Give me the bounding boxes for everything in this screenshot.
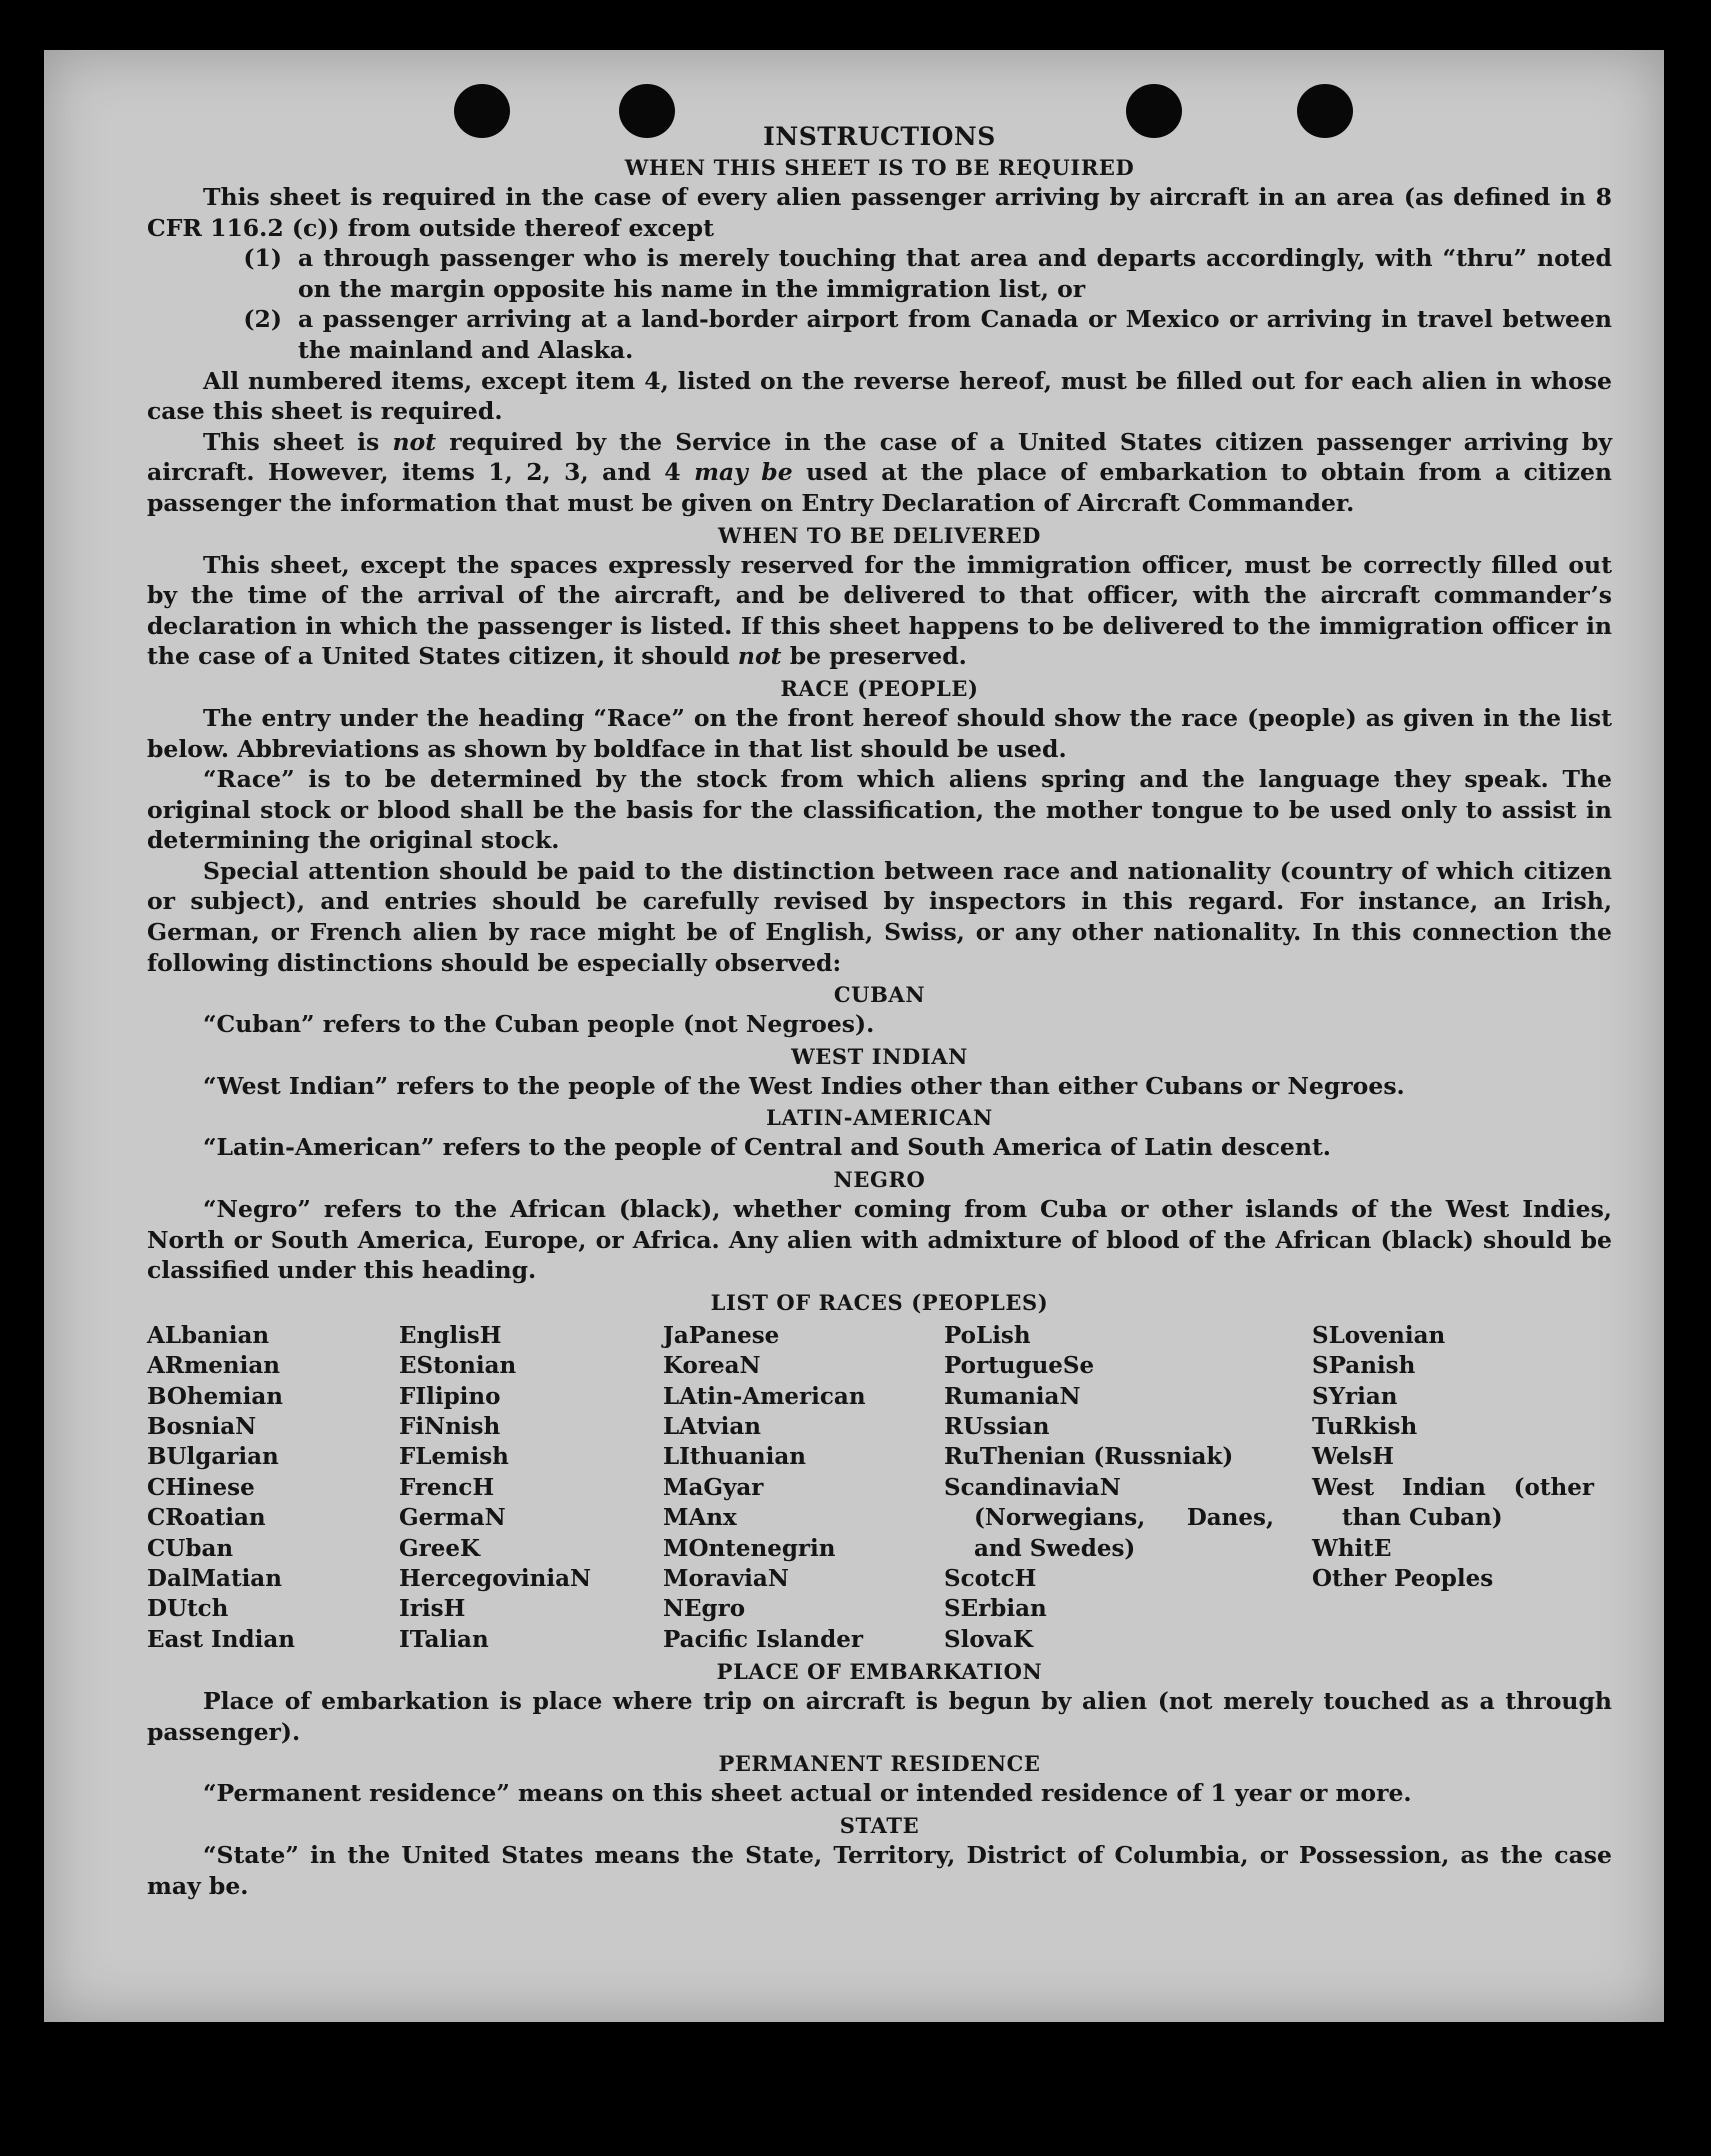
list-item: GermaN (399, 1504, 506, 1532)
list-item: ITalian (399, 1625, 489, 1653)
list-item: FiNnish (399, 1413, 501, 1441)
state-paragraph: “State” in the United States means the State, Territory, District of Columbia, or Possession, as the case may be. (147, 1841, 1612, 1900)
list-item: Other Peoples (1312, 1565, 1494, 1593)
list-item: PortugueSe (944, 1352, 1095, 1380)
list-item: MAnx (663, 1504, 737, 1532)
list-item: NEgro (663, 1595, 746, 1623)
list-item: BOhemian (147, 1382, 283, 1410)
list-item: RuThenian (Russniak) (944, 1443, 1234, 1471)
heading-state: STATE (839, 1813, 920, 1839)
list-item: LIthuanian (663, 1443, 806, 1471)
list-item: WhitE (1312, 1534, 1392, 1562)
list-item: SLovenian (1312, 1321, 1446, 1349)
list-item: MOntenegrin (663, 1534, 836, 1562)
embarkation-paragraph: Place of embarkation is place where trip on aircraft is begun by alien (not merely touched as a through passenger). (147, 1687, 1612, 1746)
list-item: East Indian (147, 1625, 295, 1653)
list-item: SYrian (1312, 1382, 1398, 1410)
list-item: SPanish (1312, 1352, 1416, 1380)
list-item: EStonian (399, 1352, 517, 1380)
list-item: Pacific Islander (663, 1625, 863, 1653)
list-item: FIlipino (399, 1382, 501, 1410)
negro-paragraph: “Negro” refers to the African (black), whether coming from Cuba or other islands of the West Indies, North or South America, Europe, or Africa. Any alien with admixture of blood of the African (black) should be classified under this heading. (147, 1195, 1612, 1285)
races-column-5 (1312, 1321, 1594, 1655)
heading-race: RACE (PEOPLE) (780, 675, 979, 701)
list-item: RUssian (944, 1413, 1050, 1441)
list-item: FLemish (399, 1443, 509, 1471)
races-column-3 (663, 1321, 944, 1655)
heading-negro: NEGRO (833, 1167, 926, 1193)
list-item: GreeK (399, 1534, 481, 1562)
list-item: MoraviaN (663, 1565, 789, 1593)
list-item: JaPanese (663, 1321, 780, 1349)
list-item: TuRkish (1312, 1413, 1418, 1441)
heading-list-of-races: LIST OF RACES (PEOPLES) (710, 1289, 1049, 1315)
list-item: CHinese (147, 1473, 255, 1501)
list-item: LAtin-American (663, 1382, 866, 1410)
list-item: ARmenian (147, 1352, 281, 1380)
list-item: RumaniaN (944, 1382, 1081, 1410)
list-item: BosniaN (147, 1413, 257, 1441)
heading-when-delivered: WHEN TO BE DELIVERED (717, 522, 1041, 548)
exception-item-2-number: (2) (243, 305, 282, 334)
list-item: DalMatian (147, 1565, 282, 1593)
latin-american-paragraph: “Latin-American” refers to the people of Central and South America of Latin descent. (203, 1133, 1331, 1162)
exception-item-1 (147, 243, 1612, 304)
list-item: PoLish (944, 1321, 1031, 1349)
instructions-content (147, 120, 1612, 1901)
list-item: CRoatian (147, 1504, 266, 1532)
heading-permanent-residence: PERMANENT RESIDENCE (718, 1751, 1041, 1777)
heading-place-of-embarkation: PLACE OF EMBARKATION (716, 1659, 1043, 1685)
exception-item-1-text: a through passenger who is merely touching that area and departs accordingly, with “thru” noted on the margin opposite his name in the immigration list, or (298, 244, 1612, 303)
cuban-paragraph: “Cuban” refers to the Cuban people (not Negroes). (203, 1010, 875, 1039)
list-item: KoreaN (663, 1352, 761, 1380)
exception-item-2-text: a passenger arriving at a land-border airport from Canada or Mexico or arriving in travel between the mainland and Alaska. (298, 305, 1612, 364)
list-item: BUlgarian (147, 1443, 279, 1471)
heading-west-indian: WEST INDIAN (791, 1043, 968, 1069)
list-item: LAtvian (663, 1413, 761, 1441)
list-item: CUban (147, 1534, 234, 1562)
west-indian-paragraph: “West Indian” refers to the people of the West Indies other than either Cubans or Negroes. (203, 1071, 1405, 1100)
races-list (147, 1321, 1612, 1655)
race-paragraph-2: “Race” is to be determined by the stock from which aliens spring and the language they speak. The original stock or blood shall be the basis for the classification, the mother tongue to be used only to assist in determining the original stock. (147, 765, 1612, 855)
list-item: DUtch (147, 1595, 229, 1623)
residence-paragraph: “Permanent residence” means on this sheet actual or intended residence of 1 year or more. (203, 1779, 1412, 1808)
exception-item-1-number: (1) (243, 244, 282, 273)
heading-when-required: WHEN THIS SHEET IS TO BE REQUIRED (624, 155, 1135, 180)
page-title: INSTRUCTIONS (763, 122, 996, 151)
race-paragraph-1: The entry under the heading “Race” on the front hereof should show the race (people) as given in the list below. Abbreviations as shown by boldface in that list should be used. (147, 703, 1612, 763)
document-sheet (44, 50, 1664, 2022)
list-item: ScotcH (944, 1565, 1037, 1593)
race-paragraph-3: Special attention should be paid to the distinction between race and nationality (country of which citizen or subject), and entries should be carefully revised by inspectors in this regard. For instance, an Irish, German, or French alien by race might be of English, Swiss, or any other nationality. In this connection the following distinctions should be especially observed: (147, 856, 1612, 977)
list-item: HercegoviniaN (399, 1565, 592, 1593)
exception-item-2 (147, 304, 1612, 365)
list-item: SErbian (944, 1595, 1047, 1623)
races-column-4 (944, 1321, 1312, 1655)
races-column-1 (147, 1321, 399, 1655)
list-item: SlovaK (944, 1625, 1033, 1653)
list-item: ScandinaviaN (Norwegians, Danes, and Swedes) (944, 1473, 1274, 1562)
heading-cuban: CUBAN (833, 982, 926, 1008)
list-item: West Indian (other than Cuban) (1312, 1473, 1594, 1532)
list-item: ALbanian (147, 1321, 270, 1349)
heading-latin-american: LATIN-AMERICAN (766, 1105, 993, 1131)
required-paragraph-1: This sheet is required in the case of every alien passenger arriving by aircraft in an area (as defined in 8 CFR 116.2 (c)) from outside thereof except (147, 183, 1612, 242)
races-column-2 (399, 1321, 663, 1655)
list-item: IrisH (399, 1595, 466, 1623)
list-item: WelsH (1312, 1443, 1395, 1471)
required-paragraph-2: All numbered items, except item 4, listed on the reverse hereof, must be filled out for each alien in whose case this sheet is required. (147, 366, 1612, 426)
required-paragraph-3: This sheet is not required by the Service in the case of a United States citizen passenger arriving by aircraft. However, items 1, 2, 3, and 4 may be used at the place of embarkation to obtain from a citizen passenger the information that must be given on Entry Declaration of Aircraft Commander. (147, 427, 1612, 517)
list-item: EnglisH (399, 1321, 502, 1349)
list-item: FrencH (399, 1473, 495, 1501)
list-item: MaGyar (663, 1473, 764, 1501)
delivered-paragraph: This sheet, except the spaces expressly reserved for the immigration officer, must be correctly filled out by the time of the arrival of the aircraft, and be delivered to that officer, with the aircraft commander’s declaration in which the passenger is listed. If this sheet happens to be delivered to the immigration officer in the case of a United States citizen, it should not be preserved. (147, 550, 1612, 671)
